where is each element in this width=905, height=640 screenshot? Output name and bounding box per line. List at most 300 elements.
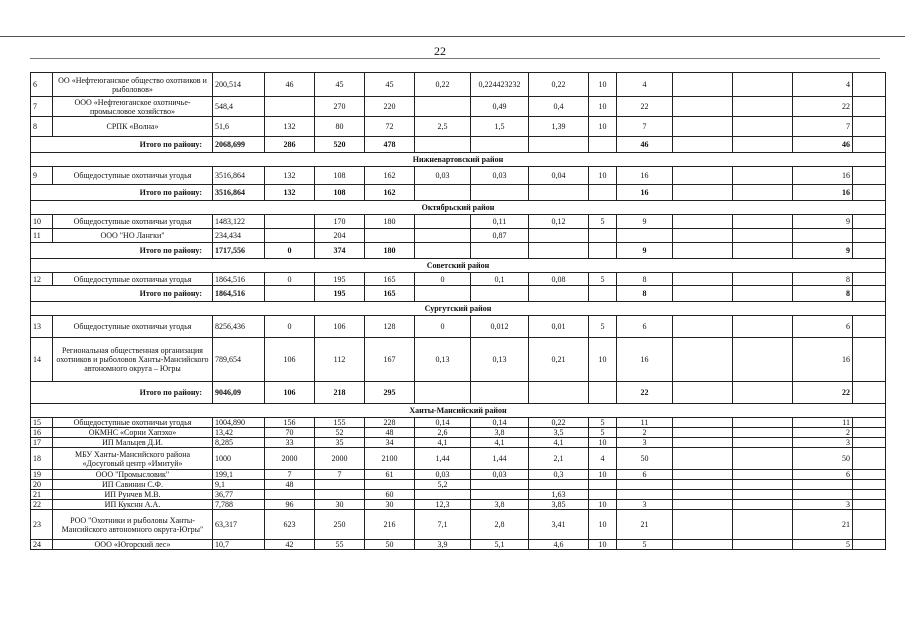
- value-cell-c8: 2: [617, 428, 673, 438]
- value-cell-c11: 21: [793, 510, 853, 540]
- area-cell: 3516,864: [213, 167, 265, 185]
- area-cell: 36,77: [213, 490, 265, 500]
- value-cell-c12: [853, 470, 886, 480]
- value-cell-c8: 50: [617, 448, 673, 470]
- value-cell-c12: [853, 73, 886, 97]
- value-cell-c7: 10: [589, 167, 617, 185]
- table-row: [31, 510, 886, 540]
- value-cell-c3: 45: [365, 73, 415, 97]
- value-cell-c6: [529, 229, 589, 243]
- total-value-cell-c11: 46: [793, 137, 853, 153]
- value-cell-c7: 5: [589, 316, 617, 338]
- value-cell-c5: [471, 480, 529, 490]
- value-cell-c9: [673, 448, 733, 470]
- value-cell-c12: [853, 97, 886, 117]
- hunting-ground-name-cell: Региональная общественная организация охотников и рыболовов Ханты-Мансийского автономного округа – Югры: [53, 338, 213, 382]
- area-cell: 199,1: [213, 470, 265, 480]
- section-title: Советский район: [31, 259, 886, 273]
- value-cell-c3: [365, 229, 415, 243]
- hunting-ground-name-cell: Общедоступные охотничьи угодья: [53, 273, 213, 286]
- section-header-row: [31, 153, 886, 167]
- total-area-cell: 2068,699: [213, 137, 265, 153]
- value-cell-c6: 0,08: [529, 273, 589, 286]
- value-cell-c9: [673, 215, 733, 229]
- hunting-ground-name-cell: ОО «Нефтеюганское общество охотников и рыболовов»: [53, 73, 213, 97]
- total-value-cell-c8: 8: [617, 286, 673, 302]
- total-value-cell-c3: 478: [365, 137, 415, 153]
- row-number-cell: 23: [31, 510, 53, 540]
- hunting-ground-name-cell: ОКМНС «Сорни Хапэхо»: [53, 428, 213, 438]
- value-cell-c1: 132: [265, 167, 315, 185]
- table-row: [31, 117, 886, 137]
- value-cell-c12: [853, 490, 886, 500]
- total-value-cell-c4: [415, 286, 471, 302]
- value-cell-c6: 0,22: [529, 418, 589, 428]
- value-cell-c1: 623: [265, 510, 315, 540]
- value-cell-c10: [733, 490, 793, 500]
- value-cell-c8: 11: [617, 418, 673, 428]
- value-cell-c8: 3: [617, 500, 673, 510]
- value-cell-c9: [673, 438, 733, 448]
- table-row: [31, 470, 886, 480]
- value-cell-c5: 1,5: [471, 117, 529, 137]
- value-cell-c2: 55: [315, 540, 365, 550]
- value-cell-c6: 0,4: [529, 97, 589, 117]
- value-cell-c6: 3,41: [529, 510, 589, 540]
- value-cell-c3: 162: [365, 167, 415, 185]
- value-cell-c5: 0,03: [471, 167, 529, 185]
- total-value-cell-c5: [471, 286, 529, 302]
- value-cell-c6: 0,3: [529, 470, 589, 480]
- value-cell-c4: 5,2: [415, 480, 471, 490]
- total-value-cell-c5: [471, 137, 529, 153]
- total-value-cell-c6: [529, 185, 589, 201]
- row-number-cell: 6: [31, 73, 53, 97]
- total-value-cell-c12: [853, 243, 886, 259]
- hunting-ground-name-cell: СРПК «Волна»: [53, 117, 213, 137]
- total-value-cell-c7: [589, 185, 617, 201]
- value-cell-c6: 2,1: [529, 448, 589, 470]
- value-cell-c2: 204: [315, 229, 365, 243]
- value-cell-c10: [733, 500, 793, 510]
- total-value-cell-c11: 9: [793, 243, 853, 259]
- page-number-rule: [30, 58, 880, 59]
- value-cell-c2: [315, 480, 365, 490]
- total-value-cell-c6: [529, 382, 589, 404]
- area-cell: 1004,890: [213, 418, 265, 428]
- total-value-cell-c5: [471, 382, 529, 404]
- table-row: [31, 490, 886, 500]
- value-cell-c3: 50: [365, 540, 415, 550]
- total-value-cell-c9: [673, 286, 733, 302]
- value-cell-c9: [673, 500, 733, 510]
- value-cell-c2: 250: [315, 510, 365, 540]
- section-header-row: [31, 302, 886, 316]
- value-cell-c11: 6: [793, 316, 853, 338]
- value-cell-c6: 0,21: [529, 338, 589, 382]
- value-cell-c8: 16: [617, 338, 673, 382]
- value-cell-c5: 0,11: [471, 215, 529, 229]
- value-cell-c10: [733, 448, 793, 470]
- value-cell-c3: 220: [365, 97, 415, 117]
- value-cell-c6: 3,85: [529, 500, 589, 510]
- value-cell-c2: 195: [315, 273, 365, 286]
- value-cell-c3: 128: [365, 316, 415, 338]
- value-cell-c5: 2,8: [471, 510, 529, 540]
- value-cell-c10: [733, 470, 793, 480]
- value-cell-c12: [853, 500, 886, 510]
- value-cell-c10: [733, 428, 793, 438]
- value-cell-c10: [733, 540, 793, 550]
- row-number-cell: 12: [31, 273, 53, 286]
- area-cell: 9,1: [213, 480, 265, 490]
- section-title: Ханты-Мансийский район: [31, 404, 886, 418]
- value-cell-c3: 167: [365, 338, 415, 382]
- district-total-row: [31, 137, 886, 153]
- value-cell-c3: 34: [365, 438, 415, 448]
- value-cell-c5: [471, 490, 529, 500]
- value-cell-c10: [733, 167, 793, 185]
- area-cell: 10,7: [213, 540, 265, 550]
- table-row: [31, 500, 886, 510]
- value-cell-c11: 22: [793, 97, 853, 117]
- value-cell-c5: 1,44: [471, 448, 529, 470]
- area-cell: 200,514: [213, 73, 265, 97]
- value-cell-c10: [733, 273, 793, 286]
- value-cell-c8: 9: [617, 215, 673, 229]
- value-cell-c6: 0,01: [529, 316, 589, 338]
- section-header-row: [31, 404, 886, 418]
- value-cell-c11: 6: [793, 470, 853, 480]
- value-cell-c2: [315, 490, 365, 500]
- value-cell-c4: 0,22: [415, 73, 471, 97]
- row-number-cell: 10: [31, 215, 53, 229]
- area-cell: 63,317: [213, 510, 265, 540]
- value-cell-c4: 0,03: [415, 470, 471, 480]
- total-value-cell-c4: [415, 137, 471, 153]
- total-value-cell-c1: 286: [265, 137, 315, 153]
- value-cell-c1: [265, 215, 315, 229]
- value-cell-c4: 0,14: [415, 418, 471, 428]
- table-body: [31, 73, 886, 550]
- total-area-cell: 3516,864: [213, 185, 265, 201]
- value-cell-c10: [733, 338, 793, 382]
- value-cell-c11: [793, 480, 853, 490]
- total-value-cell-c10: [733, 137, 793, 153]
- value-cell-c1: 2000: [265, 448, 315, 470]
- area-cell: 13,42: [213, 428, 265, 438]
- value-cell-c2: 45: [315, 73, 365, 97]
- table-row: [31, 73, 886, 97]
- value-cell-c1: [265, 97, 315, 117]
- hunting-ground-name-cell: МБУ Ханты-Мансийского района «Досуговый центр «Имитуй»: [53, 448, 213, 470]
- total-value-cell-c7: [589, 286, 617, 302]
- table-row: [31, 418, 886, 428]
- value-cell-c11: 16: [793, 338, 853, 382]
- value-cell-c5: 0,14: [471, 418, 529, 428]
- value-cell-c10: [733, 510, 793, 540]
- value-cell-c4: 0: [415, 273, 471, 286]
- row-number-cell: 16: [31, 428, 53, 438]
- hunting-ground-name-cell: Общедоступные охотничьи угодья: [53, 215, 213, 229]
- total-value-cell-c3: 295: [365, 382, 415, 404]
- value-cell-c2: 2000: [315, 448, 365, 470]
- total-area-cell: 1717,556: [213, 243, 265, 259]
- value-cell-c10: [733, 438, 793, 448]
- total-value-cell-c2: 520: [315, 137, 365, 153]
- total-value-cell-c11: 16: [793, 185, 853, 201]
- value-cell-c11: [793, 229, 853, 243]
- value-cell-c7: 10: [589, 470, 617, 480]
- value-cell-c1: 46: [265, 73, 315, 97]
- value-cell-c7: [589, 229, 617, 243]
- value-cell-c5: 0,012: [471, 316, 529, 338]
- value-cell-c2: 155: [315, 418, 365, 428]
- hunting-ground-name-cell: Общедоступные охотничьи угодья: [53, 167, 213, 185]
- value-cell-c1: 96: [265, 500, 315, 510]
- value-cell-c11: 8: [793, 273, 853, 286]
- value-cell-c9: [673, 73, 733, 97]
- value-cell-c9: [673, 470, 733, 480]
- value-cell-c5: 3,8: [471, 500, 529, 510]
- value-cell-c9: [673, 540, 733, 550]
- value-cell-c7: 10: [589, 117, 617, 137]
- hunting-ground-name-cell: РОО "Охотники и рыболовы Ханты-Мансийского автономного округа-Югры": [53, 510, 213, 540]
- hunting-ground-name-cell: ИП Рунчев М.В.: [53, 490, 213, 500]
- total-value-cell-c7: [589, 137, 617, 153]
- value-cell-c5: 0,87: [471, 229, 529, 243]
- section-title: Нижневартовский район: [31, 153, 886, 167]
- value-cell-c1: 0: [265, 316, 315, 338]
- total-value-cell-c10: [733, 382, 793, 404]
- value-cell-c2: 106: [315, 316, 365, 338]
- value-cell-c2: 270: [315, 97, 365, 117]
- value-cell-c1: [265, 229, 315, 243]
- row-number-cell: 24: [31, 540, 53, 550]
- total-label: Итого по району:: [31, 382, 213, 404]
- total-value-cell-c12: [853, 185, 886, 201]
- value-cell-c1: 33: [265, 438, 315, 448]
- value-cell-c11: 3: [793, 438, 853, 448]
- row-number-cell: 18: [31, 448, 53, 470]
- value-cell-c5: 3,8: [471, 428, 529, 438]
- value-cell-c5: 0,03: [471, 470, 529, 480]
- value-cell-c7: 5: [589, 273, 617, 286]
- value-cell-c7: 10: [589, 338, 617, 382]
- value-cell-c9: [673, 167, 733, 185]
- hunting-ground-name-cell: ООО "НО Лангки": [53, 229, 213, 243]
- total-value-cell-c4: [415, 243, 471, 259]
- total-value-cell-c9: [673, 382, 733, 404]
- value-cell-c9: [673, 480, 733, 490]
- total-area-cell: 9046,09: [213, 382, 265, 404]
- area-cell: 548,4: [213, 97, 265, 117]
- value-cell-c5: 0,224423232: [471, 73, 529, 97]
- value-cell-c7: 5: [589, 215, 617, 229]
- value-cell-c3: 216: [365, 510, 415, 540]
- total-value-cell-c8: 22: [617, 382, 673, 404]
- value-cell-c8: [617, 229, 673, 243]
- value-cell-c12: [853, 448, 886, 470]
- value-cell-c12: [853, 428, 886, 438]
- total-value-cell-c7: [589, 243, 617, 259]
- total-value-cell-c5: [471, 185, 529, 201]
- value-cell-c1: 70: [265, 428, 315, 438]
- value-cell-c5: 0,13: [471, 338, 529, 382]
- row-number-cell: 15: [31, 418, 53, 428]
- total-value-cell-c7: [589, 382, 617, 404]
- area-cell: 1483,122: [213, 215, 265, 229]
- hunting-ground-name-cell: ООО "Промысловик": [53, 470, 213, 480]
- value-cell-c1: 42: [265, 540, 315, 550]
- total-value-cell-c4: [415, 382, 471, 404]
- total-value-cell-c10: [733, 243, 793, 259]
- hunting-ground-name-cell: ИП Савинин С.Ф.: [53, 480, 213, 490]
- top-scan-rule: [0, 36, 905, 37]
- value-cell-c12: [853, 338, 886, 382]
- value-cell-c2: 112: [315, 338, 365, 382]
- value-cell-c6: 0,04: [529, 167, 589, 185]
- value-cell-c11: 16: [793, 167, 853, 185]
- value-cell-c11: 2: [793, 428, 853, 438]
- value-cell-c12: [853, 117, 886, 137]
- total-value-cell-c1: [265, 286, 315, 302]
- total-label: Итого по району:: [31, 185, 213, 201]
- value-cell-c4: [415, 229, 471, 243]
- table-row: [31, 215, 886, 229]
- value-cell-c3: 228: [365, 418, 415, 428]
- total-value-cell-c8: 16: [617, 185, 673, 201]
- table-row: [31, 540, 886, 550]
- row-number-cell: 19: [31, 470, 53, 480]
- value-cell-c10: [733, 97, 793, 117]
- value-cell-c6: 4,6: [529, 540, 589, 550]
- value-cell-c1: 156: [265, 418, 315, 428]
- value-cell-c7: 10: [589, 510, 617, 540]
- area-cell: 234,434: [213, 229, 265, 243]
- total-label: Итого по району:: [31, 286, 213, 302]
- value-cell-c6: 0,12: [529, 215, 589, 229]
- table-row: [31, 438, 886, 448]
- table-row: [31, 97, 886, 117]
- value-cell-c11: 3: [793, 500, 853, 510]
- value-cell-c6: 4,1: [529, 438, 589, 448]
- table-row: [31, 448, 886, 470]
- value-cell-c7: 5: [589, 428, 617, 438]
- value-cell-c3: 180: [365, 215, 415, 229]
- table-row: [31, 229, 886, 243]
- section-title: Сургутский район: [31, 302, 886, 316]
- value-cell-c5: 0,1: [471, 273, 529, 286]
- value-cell-c9: [673, 510, 733, 540]
- value-cell-c6: [529, 480, 589, 490]
- value-cell-c12: [853, 167, 886, 185]
- row-number-cell: 21: [31, 490, 53, 500]
- value-cell-c6: 0,22: [529, 73, 589, 97]
- total-value-cell-c11: 22: [793, 382, 853, 404]
- total-value-cell-c3: 180: [365, 243, 415, 259]
- value-cell-c4: 1,44: [415, 448, 471, 470]
- value-cell-c11: 50: [793, 448, 853, 470]
- value-cell-c4: 0,13: [415, 338, 471, 382]
- value-cell-c8: 6: [617, 470, 673, 480]
- value-cell-c12: [853, 215, 886, 229]
- value-cell-c2: 7: [315, 470, 365, 480]
- total-value-cell-c8: 46: [617, 137, 673, 153]
- district-total-row: [31, 286, 886, 302]
- table-row: [31, 428, 886, 438]
- area-cell: 789,654: [213, 338, 265, 382]
- hunting-ground-name-cell: Общедоступные охотничьи угодья: [53, 316, 213, 338]
- value-cell-c2: 35: [315, 438, 365, 448]
- row-number-cell: 13: [31, 316, 53, 338]
- value-cell-c10: [733, 215, 793, 229]
- table-row: [31, 480, 886, 490]
- value-cell-c4: [415, 490, 471, 500]
- value-cell-c9: [673, 273, 733, 286]
- section-header-row: [31, 259, 886, 273]
- value-cell-c8: [617, 490, 673, 500]
- value-cell-c12: [853, 438, 886, 448]
- value-cell-c12: [853, 480, 886, 490]
- total-value-cell-c3: 162: [365, 185, 415, 201]
- total-value-cell-c12: [853, 382, 886, 404]
- area-cell: 8,285: [213, 438, 265, 448]
- total-value-cell-c2: 374: [315, 243, 365, 259]
- value-cell-c4: [415, 97, 471, 117]
- value-cell-c4: 7,1: [415, 510, 471, 540]
- total-value-cell-c12: [853, 286, 886, 302]
- value-cell-c7: [589, 490, 617, 500]
- value-cell-c8: 22: [617, 97, 673, 117]
- value-cell-c8: [617, 480, 673, 490]
- value-cell-c7: [589, 480, 617, 490]
- value-cell-c5: 5,1: [471, 540, 529, 550]
- total-area-cell: 1864,516: [213, 286, 265, 302]
- value-cell-c10: [733, 73, 793, 97]
- value-cell-c11: 4: [793, 73, 853, 97]
- total-value-cell-c6: [529, 286, 589, 302]
- value-cell-c10: [733, 480, 793, 490]
- value-cell-c3: 2100: [365, 448, 415, 470]
- hunting-ground-name-cell: ИП Кукснн А.А.: [53, 500, 213, 510]
- row-number-cell: 14: [31, 338, 53, 382]
- total-value-cell-c3: 165: [365, 286, 415, 302]
- value-cell-c4: 2,6: [415, 428, 471, 438]
- value-cell-c12: [853, 540, 886, 550]
- value-cell-c2: 30: [315, 500, 365, 510]
- total-value-cell-c2: 195: [315, 286, 365, 302]
- value-cell-c8: 4: [617, 73, 673, 97]
- value-cell-c7: 10: [589, 500, 617, 510]
- value-cell-c8: 16: [617, 167, 673, 185]
- total-value-cell-c1: 132: [265, 185, 315, 201]
- value-cell-c3: 60: [365, 490, 415, 500]
- value-cell-c7: 5: [589, 418, 617, 428]
- value-cell-c12: [853, 273, 886, 286]
- value-cell-c6: 3,5: [529, 428, 589, 438]
- value-cell-c9: [673, 316, 733, 338]
- value-cell-c4: 0: [415, 316, 471, 338]
- value-cell-c11: [793, 490, 853, 500]
- hunting-ground-name-cell: ООО «Нефтеюганское охотничье-промысловое хозяйство»: [53, 97, 213, 117]
- total-value-cell-c12: [853, 137, 886, 153]
- value-cell-c1: 48: [265, 480, 315, 490]
- total-value-cell-c4: [415, 185, 471, 201]
- value-cell-c4: 2,5: [415, 117, 471, 137]
- row-number-cell: 22: [31, 500, 53, 510]
- total-value-cell-c11: 8: [793, 286, 853, 302]
